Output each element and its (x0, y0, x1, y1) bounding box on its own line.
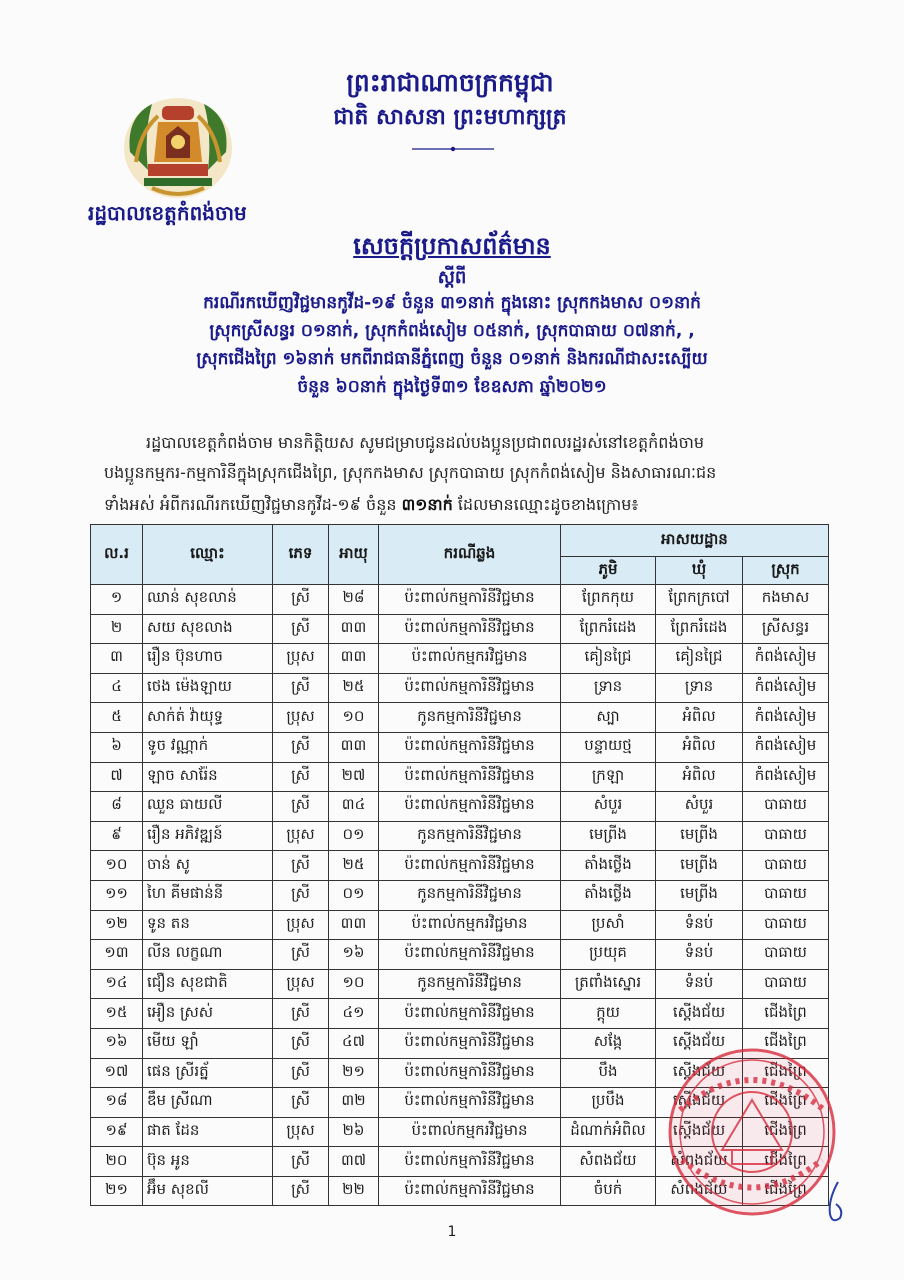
transmission-case: កូនកម្មការិនីវិជ្ជមាន (379, 880, 561, 910)
person-age: ៣៣ (329, 614, 379, 644)
commune: មេព្រីង (656, 851, 743, 881)
transmission-case: កូនកម្មការិនីវិជ្ជមាន (379, 969, 561, 999)
person-sex: ប្រុស (273, 703, 329, 733)
person-name: ហៃ គីមផាន់នី (143, 880, 273, 910)
person-name: ជឿន សុខជាតិ (143, 969, 273, 999)
header-address: អាសយដ្ឋាន (561, 525, 829, 557)
district: កំពង់សៀម (743, 644, 829, 674)
issuing-office: រដ្ឋបាលខេត្តកំពង់ចាម (88, 201, 247, 225)
transmission-case: ប៉ះពាល់កម្មការិនីវិជ្ជមាន (379, 940, 561, 970)
person-sex: ស្រី (273, 1028, 329, 1058)
commune: សំពងជ័យ (656, 1147, 743, 1177)
intro-line (104, 494, 824, 518)
person-sex: ស្រី (273, 999, 329, 1029)
transmission-case: ប៉ះពាល់កម្មការិនីវិជ្ជមាន (379, 732, 561, 762)
person-name: ផេន ស្រីរត្ន័ (143, 1058, 273, 1088)
person-name: ឈាន់ សុខលាន់ (143, 585, 273, 615)
commune: អំពិល (656, 762, 743, 792)
district: ជើងព្រៃ (743, 1058, 829, 1088)
table-row (91, 1088, 829, 1118)
commune: ព្រែកក្របៅ (656, 585, 743, 615)
row-number: ១០ (91, 851, 143, 881)
table-row (91, 614, 829, 644)
table-row (91, 703, 829, 733)
table-row (91, 940, 829, 970)
ornament-divider (412, 146, 494, 152)
commune: ទំនប់ (656, 940, 743, 970)
person-sex: ស្រី (273, 1176, 329, 1206)
person-age: ៣៧ (329, 1147, 379, 1177)
provincial-emblem-icon (118, 92, 238, 202)
commune: គៀនជ្រៃ (656, 644, 743, 674)
commune: ស្ដើងជ័យ (656, 1028, 743, 1058)
subject-line: ស្រុកជើងព្រៃ ១៦នាក់ មកពីរាជធានីភ្នំពេញ ចំនួន ០១នាក់ និងករណីជាសះស្បើយ (196, 349, 708, 369)
person-sex: ប្រុស (273, 910, 329, 940)
village: ត្រពាំងស្នោរ (561, 969, 656, 999)
district: កងមាស (743, 585, 829, 615)
person-sex: ស្រី (273, 1147, 329, 1177)
table-row (91, 792, 829, 822)
village: ព្រែកកុយ (561, 585, 656, 615)
table-row (91, 732, 829, 762)
table-row (91, 1117, 829, 1147)
row-number: ៨ (91, 792, 143, 822)
row-number: ១៩ (91, 1117, 143, 1147)
commune: មេព្រីង (656, 880, 743, 910)
table-row (91, 851, 829, 881)
person-sex: ស្រី (273, 940, 329, 970)
transmission-case: ប៉ះពាល់កម្មការិនីវិជ្ជមាន (379, 614, 561, 644)
person-name: រឿន អភិវឌ្ឍន៍ (143, 821, 273, 851)
person-name: អឿន ស្រស់ (143, 999, 273, 1029)
commune: ទ្រាន (656, 673, 743, 703)
header-no: ល.រ (91, 525, 143, 585)
header-name: ឈ្មោះ (143, 525, 273, 585)
commune: ទំនប់ (656, 969, 743, 999)
national-motto: ជាតិ សាសនា ព្រះមហាក្សត្រ (333, 105, 567, 130)
district: បាធាយ (743, 880, 829, 910)
person-name: ឡាច សារ៉ែន (143, 762, 273, 792)
person-age: ៤១ (329, 999, 379, 1029)
district: ជើងព្រៃ (743, 1147, 829, 1177)
district: ជើងព្រៃ (743, 1176, 829, 1206)
transmission-case: ប៉ះពាល់កម្មករវិជ្ជមាន (379, 1117, 561, 1147)
person-age: ២៥ (329, 673, 379, 703)
district: កំពង់សៀម (743, 703, 829, 733)
row-number: ១៣ (91, 940, 143, 970)
transmission-case: ប៉ះពាល់កម្មការិនីវិជ្ជមាន (379, 673, 561, 703)
header-commune: ឃុំ (656, 557, 743, 585)
intro-text: ទាំងអស់ អំពីករណីរកឃើញវិជ្ជមានកូវីដ-១៩ ចំនួន (104, 495, 402, 514)
person-name: រឿន ប៊ុនហាច (143, 644, 273, 674)
person-sex: ស្រី (273, 851, 329, 881)
transmission-case: ប៉ះពាល់កម្មការិនីវិជ្ជមាន (379, 1176, 561, 1206)
person-age: ០១ (329, 821, 379, 851)
district: កំពង់សៀម (743, 673, 829, 703)
village: បឹង (561, 1058, 656, 1088)
table-row (91, 1176, 829, 1206)
person-age: ១០ (329, 703, 379, 733)
header-transmission: ករណីឆ្លង (379, 525, 561, 585)
person-sex: ប្រុស (273, 969, 329, 999)
row-number: ២១ (91, 1176, 143, 1206)
village: ស្បា (561, 703, 656, 733)
person-sex: ស្រី (273, 614, 329, 644)
village: សំបួរ (561, 792, 656, 822)
row-number: ១៧ (91, 1058, 143, 1088)
village: តាំងថ្លើង (561, 851, 656, 881)
row-number: ១៥ (91, 999, 143, 1029)
row-number: ៣ (91, 644, 143, 674)
table-row (91, 673, 829, 703)
header-village: ភូមិ (561, 557, 656, 585)
transmission-case: ប៉ះពាល់កម្មករវិជ្ជមាន (379, 644, 561, 674)
person-sex: ស្រី (273, 1058, 329, 1088)
person-sex: ប្រុស (273, 1117, 329, 1147)
person-name: មើយ ឡាំ (143, 1028, 273, 1058)
person-name: ចាន់ សូ (143, 851, 273, 881)
village: បន្ទាយថ្ម (561, 732, 656, 762)
header-district: ស្រុក (743, 557, 829, 585)
commune: ស្ដើងជ័យ (656, 1117, 743, 1147)
commune: អំពិល (656, 703, 743, 733)
commune: មេព្រីង (656, 821, 743, 851)
village: ប្រសាំ (561, 910, 656, 940)
commune: ស្ដើងជ័យ (656, 999, 743, 1029)
person-name: អ៊ឹម សុខលី (143, 1176, 273, 1206)
table-row (91, 880, 829, 910)
person-sex: ស្រី (273, 732, 329, 762)
person-age: ១៦ (329, 940, 379, 970)
village: ទ្រាន (561, 673, 656, 703)
person-name: ឌឹម ស្រីណា (143, 1088, 273, 1118)
district: បាធាយ (743, 910, 829, 940)
district: ជើងព្រៃ (743, 1028, 829, 1058)
person-age: ១០ (329, 969, 379, 999)
transmission-case: ប៉ះពាល់កម្មការិនីវិជ្ជមាន (379, 1058, 561, 1088)
person-sex: ស្រី (273, 585, 329, 615)
district: កំពង់សៀម (743, 762, 829, 792)
transmission-case: ប៉ះពាល់កម្មការិនីវិជ្ជមាន (379, 1147, 561, 1177)
transmission-case: ប៉ះពាល់កម្មការិនីវិជ្ជមាន (379, 792, 561, 822)
district: បាធាយ (743, 851, 829, 881)
person-name: ទូច វណ្ណាក់ (143, 732, 273, 762)
district: បាធាយ (743, 821, 829, 851)
row-number: ១៦ (91, 1028, 143, 1058)
person-age: ៣៤ (329, 792, 379, 822)
intro-line: រដ្ឋបាលខេត្តកំពង់ចាម មានកិត្តិយស សូមជម្រាបជូនដល់បងប្អូនប្រជាពលរដ្ឋរស់នៅខេត្តកំពង់ចាម (146, 433, 704, 452)
person-age: ២១ (329, 1058, 379, 1088)
row-number: ១ (91, 585, 143, 615)
commune: សំបួរ (656, 792, 743, 822)
transmission-case: ប៉ះពាល់កម្មការិនីវិជ្ជមាន (379, 851, 561, 881)
person-sex: ស្រី (273, 880, 329, 910)
row-number: ៩ (91, 821, 143, 851)
village: ចំបក់ (561, 1176, 656, 1206)
row-number: ១១ (91, 880, 143, 910)
person-name: ផាត ដែន (143, 1117, 273, 1147)
table-row (91, 585, 829, 615)
person-name: ឈួន ធាយលី (143, 792, 273, 822)
village: សំពងជ័យ (561, 1147, 656, 1177)
person-name: សយ សុខលាង (143, 614, 273, 644)
row-number: ៤ (91, 673, 143, 703)
table-row (91, 1147, 829, 1177)
cases-table-body (91, 585, 829, 1206)
subject-line: ចំនួន ៦០នាក់ ក្នុងថ្ងៃទី៣១ ខែឧសភា ឆ្នាំ២០២១ (297, 377, 607, 397)
notice-title: សេចក្ដីប្រកាសព័ត៌មាន (353, 232, 551, 260)
commune: ស្ដើងជ័យ (656, 1088, 743, 1118)
village: ប្រយុគ (561, 940, 656, 970)
table-row (91, 910, 829, 940)
table-row (91, 1058, 829, 1088)
commune: ព្រែករំដេង (656, 614, 743, 644)
village: គៀនជ្រៃ (561, 644, 656, 674)
person-age: ២៨ (329, 585, 379, 615)
district: កំពង់សៀម (743, 732, 829, 762)
person-sex: ស្រី (273, 673, 329, 703)
person-name: ប៊ុន អូន (143, 1147, 273, 1177)
commune: សំពងជ័យ (656, 1176, 743, 1206)
transmission-case: ប៉ះពាល់កម្មការិនីវិជ្ជមាន (379, 999, 561, 1029)
kingdom-title: ព្រះរាជាណាចក្រកម្ពុជា (346, 68, 554, 97)
person-name: ទូន តន (143, 910, 273, 940)
district: ជើងព្រៃ (743, 1117, 829, 1147)
table-row (91, 821, 829, 851)
person-name: លីន លក្ខណា (143, 940, 273, 970)
row-number: ២ (91, 614, 143, 644)
person-age: ២៧ (329, 762, 379, 792)
header-sex: ភេទ (273, 525, 329, 585)
transmission-case: ប៉ះពាល់កម្មការិនីវិជ្ជមាន (379, 1028, 561, 1058)
person-age: ៣៣ (329, 910, 379, 940)
case-count: ៣១នាក់ (401, 495, 453, 514)
transmission-case: ប៉ះពាល់កម្មការិនីវិជ្ជមាន (379, 1088, 561, 1118)
cases-table (90, 524, 829, 1206)
person-age: ២៥ (329, 851, 379, 881)
row-number: ៥ (91, 703, 143, 733)
commune: ទំនប់ (656, 910, 743, 940)
row-number: ២០ (91, 1147, 143, 1177)
table-row (91, 1028, 829, 1058)
person-name: ថេង ម៉េងឡាយ (143, 673, 273, 703)
person-age: ០១ (329, 880, 379, 910)
person-sex: ប្រុស (273, 644, 329, 674)
person-sex: ស្រី (273, 1088, 329, 1118)
subject-line: ករណីរកឃើញវិជ្ជមានកូវីដ-១៩ ចំនួន ៣១នាក់ ក្នុងនោះ ស្រុកកងមាស ០១នាក់ (203, 293, 701, 313)
table-row (91, 762, 829, 792)
intro-text: ដែលមានឈ្មោះដូចខាងក្រោម៖ (452, 495, 639, 514)
row-number: ៧ (91, 762, 143, 792)
person-age: ២៦ (329, 1117, 379, 1147)
commune: ស្ដើងជ័យ (656, 1058, 743, 1088)
commune: អំពិល (656, 732, 743, 762)
village: តាំងថ្លើង (561, 880, 656, 910)
header-age: អាយុ (329, 525, 379, 585)
table-row (91, 969, 829, 999)
row-number: ១៤ (91, 969, 143, 999)
village: ព្រែករំដេង (561, 614, 656, 644)
person-age: ២២ (329, 1176, 379, 1206)
person-sex: ស្រី (273, 792, 329, 822)
district: បាធាយ (743, 792, 829, 822)
village: ក្ដុយ (561, 999, 656, 1029)
person-age: ៣២ (329, 1088, 379, 1118)
intro-line: បងប្អូនកម្មករ-កម្មការិនីក្នុងស្រុកជើងព្រៃ, ស្រុកកងមាស ស្រុកបាធាយ ស្រុកកំពង់សៀម និងសាធារណៈជន (104, 463, 717, 482)
transmission-case: ប៉ះពាល់កម្មការិនីវិជ្ជមាន (379, 762, 561, 792)
table-row (91, 644, 829, 674)
village: ប្របឹង (561, 1088, 656, 1118)
village: សង្កែ (561, 1028, 656, 1058)
transmission-case: ប៉ះពាល់កម្មការិនីវិជ្ជមាន (379, 585, 561, 615)
page-number: 1 (447, 1224, 457, 1240)
district: បាធាយ (743, 969, 829, 999)
district: ជើងព្រៃ (743, 999, 829, 1029)
person-age: ៣៣ (329, 732, 379, 762)
district: ជើងព្រៃ (743, 1088, 829, 1118)
notice-about: ស្ដីពី (437, 267, 467, 288)
subject-line: ស្រុកស្រីសន្ធរ ០១នាក់, ស្រុកកំពង់សៀម ០៥នាក់, ស្រុកបាធាយ ០៧នាក់, , (209, 321, 695, 341)
village: ក្រឡា (561, 762, 656, 792)
person-name: សាក់ត់ វ៉ាយុទ្ធ (143, 703, 273, 733)
district: ស្រីសន្ធរ (743, 614, 829, 644)
person-sex: ស្រី (273, 762, 329, 792)
person-age: ៤៧ (329, 1028, 379, 1058)
row-number: ៦ (91, 732, 143, 762)
row-number: ១៨ (91, 1088, 143, 1118)
village: មេព្រីង (561, 821, 656, 851)
table-row (91, 999, 829, 1029)
person-age: ៣៣ (329, 644, 379, 674)
transmission-case: ប៉ះពាល់កម្មករវិជ្ជមាន (379, 910, 561, 940)
row-number: ១២ (91, 910, 143, 940)
district: បាធាយ (743, 940, 829, 970)
village: ដំណាក់អំពិល (561, 1117, 656, 1147)
transmission-case: កូនកម្មការិនីវិជ្ជមាន (379, 703, 561, 733)
person-sex: ប្រុស (273, 821, 329, 851)
transmission-case: កូនកម្មការិនីវិជ្ជមាន (379, 821, 561, 851)
